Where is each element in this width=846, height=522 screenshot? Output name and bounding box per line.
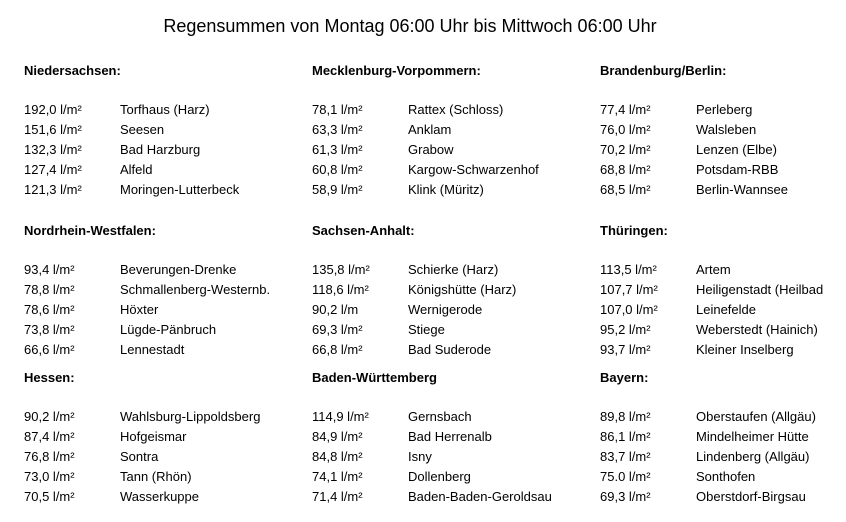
station-name: Walsleben (696, 122, 757, 137)
rainfall-value: 118,6 l/m² (312, 282, 369, 297)
station-name: Gernsbach (408, 409, 472, 424)
rainfall-value: 151,6 l/m² (24, 122, 82, 137)
station-row (600, 447, 846, 467)
station-name: Kleiner Inselberg (696, 342, 794, 357)
station-name: Dollenberg (408, 469, 471, 484)
rainfall-value: 58,9 l/m² (312, 182, 363, 197)
rainfall-value: 83,7 l/m² (600, 449, 651, 464)
rainfall-value: 78,6 l/m² (24, 302, 75, 317)
rainfall-value: 135,8 l/m² (312, 262, 370, 277)
rainfall-value: 86,1 l/m² (600, 429, 651, 444)
rainfall-value: 70,2 l/m² (600, 142, 651, 157)
station-name: Bad Herrenalb (408, 429, 492, 444)
station-row (312, 260, 582, 280)
region-heading: Hessen: (24, 370, 75, 385)
station-name: Höxter (120, 302, 159, 317)
station-name: Oberstdorf-Birgsau (696, 489, 806, 504)
rainfall-value: 69,3 l/m² (600, 489, 651, 504)
station-name: Schmallenberg-Westernb. (120, 282, 271, 297)
station-row (24, 487, 294, 507)
station-row (312, 340, 582, 360)
station-name: Seesen (120, 122, 165, 137)
station-name: Oberstaufen (Allgäu) (696, 409, 816, 424)
station-name: Alfeld (120, 162, 153, 177)
rainfall-value: 66,8 l/m² (312, 342, 363, 357)
rainfall-value: 107,0 l/m² (600, 302, 658, 317)
rainfall-value: 74,1 l/m² (312, 469, 363, 484)
station-name: Potsdam-RBB (696, 162, 779, 177)
station-name: Bad Suderode (408, 342, 492, 357)
station-row (24, 140, 294, 160)
rainfall-value: 192,0 l/m² (24, 102, 82, 117)
station-row (600, 140, 846, 160)
station-row (24, 427, 294, 447)
region-heading: Mecklenburg-Vorpommern: (312, 63, 481, 78)
rainfall-value: 63,3 l/m² (312, 122, 363, 137)
rainfall-value: 73,0 l/m² (24, 469, 75, 484)
station-row (24, 120, 294, 140)
station-row (24, 447, 294, 467)
rainfall-value: 121,3 l/m² (24, 182, 82, 197)
station-row (600, 407, 846, 427)
station-row (600, 160, 846, 180)
station-name: Grabow (408, 142, 454, 157)
station-row (312, 180, 582, 200)
station-name: Wernigerode (408, 302, 483, 317)
station-name: Königshütte (Harz) (408, 282, 517, 297)
station-row (600, 320, 846, 340)
rainfall-value: 89,8 l/m² (600, 409, 651, 424)
rainfall-value: 114,9 l/m² (312, 409, 369, 424)
rainfall-value: 95,2 l/m² (600, 322, 651, 337)
station-name: Isny (408, 449, 432, 464)
station-row (600, 180, 846, 200)
station-name: Schierke (Harz) (408, 262, 499, 277)
region-heading: Baden-Württemberg (312, 370, 437, 385)
rainfall-value: 76,0 l/m² (600, 122, 651, 137)
station-row (24, 340, 294, 360)
station-name: Kargow-Schwarzenhof (408, 162, 539, 177)
region-heading: Thüringen: (600, 223, 668, 238)
station-name: Torfhaus (Harz) (120, 102, 210, 117)
station-row (600, 487, 846, 507)
rainfall-value: 127,4 l/m² (24, 162, 82, 177)
rainfall-value: 73,8 l/m² (24, 322, 75, 337)
rainfall-value: 84,8 l/m² (312, 449, 363, 464)
station-name: Anklam (408, 122, 452, 137)
rainfall-value: 90,2 l/m (312, 302, 359, 317)
rainfall-value: 68,5 l/m² (600, 182, 651, 197)
station-row (600, 260, 846, 280)
region-heading: Sachsen-Anhalt: (312, 223, 415, 238)
station-row (24, 160, 294, 180)
station-name: Stiege (408, 322, 445, 337)
rainfall-value: 93,4 l/m² (24, 262, 75, 277)
station-row (24, 180, 294, 200)
station-row (24, 467, 294, 487)
station-row (312, 300, 582, 320)
station-name: Lügde-Pänbruch (120, 322, 217, 337)
station-row (312, 427, 582, 447)
station-row (24, 407, 294, 427)
station-row (312, 467, 582, 487)
station-row (312, 447, 582, 467)
station-row (600, 467, 846, 487)
station-row (312, 160, 582, 180)
station-name: Lenzen (Elbe) (696, 142, 777, 157)
station-name: Mindelheimer Hütte (696, 429, 809, 444)
station-row (312, 140, 582, 160)
station-name: Perleberg (696, 102, 753, 117)
station-name: Berlin-Wannsee (696, 182, 789, 197)
station-row (600, 280, 846, 300)
station-name: Baden-Baden-Geroldsau (408, 489, 552, 504)
rainfall-value: 75.0 l/m² (600, 469, 651, 484)
station-name: Artem (696, 262, 731, 277)
station-row (600, 300, 846, 320)
station-row (312, 407, 582, 427)
station-row (312, 487, 582, 507)
rainfall-value: 84,9 l/m² (312, 429, 363, 444)
station-row (600, 100, 846, 120)
rainfall-value: 77,4 l/m² (600, 102, 651, 117)
station-name: Klink (Müritz) (408, 182, 484, 197)
station-name: Beverungen-Drenke (120, 262, 237, 277)
rainfall-value: 76,8 l/m² (24, 449, 75, 464)
station-row (24, 300, 294, 320)
station-name: Lindenberg (Allgäu) (696, 449, 810, 464)
station-name: Weberstedt (Hainich) (696, 322, 818, 337)
rainfall-value: 132,3 l/m² (24, 142, 82, 157)
rainfall-value: 78,1 l/m² (312, 102, 363, 117)
region-heading: Brandenburg/Berlin: (600, 63, 727, 78)
rainfall-value: 90,2 l/m² (24, 409, 75, 424)
station-row (24, 100, 294, 120)
station-name: Bad Harzburg (120, 142, 201, 157)
station-row (312, 100, 582, 120)
station-row (600, 427, 846, 447)
rainfall-value: 61,3 l/m² (312, 142, 363, 157)
station-name: Wasserkuppe (120, 489, 199, 504)
station-row (600, 120, 846, 140)
station-name: Tann (Rhön) (120, 469, 192, 484)
station-row (600, 340, 846, 360)
rainfall-value: 68,8 l/m² (600, 162, 651, 177)
station-row (312, 320, 582, 340)
station-name: Lennestadt (120, 342, 185, 357)
rainfall-value: 60,8 l/m² (312, 162, 363, 177)
station-name: Wahlsburg-Lippoldsberg (120, 409, 261, 424)
station-name: Sonthofen (696, 469, 756, 484)
station-row (24, 280, 294, 300)
rainfall-value: 87,4 l/m² (24, 429, 75, 444)
rainfall-value: 78,8 l/m² (24, 282, 75, 297)
station-row (24, 260, 294, 280)
station-name: Heiligenstadt (Heilbad (696, 282, 824, 297)
rainfall-value: 66,6 l/m² (24, 342, 75, 357)
rainfall-value: 71,4 l/m² (312, 489, 363, 504)
region-heading: Bayern: (600, 370, 649, 385)
rainfall-value: 69,3 l/m² (312, 322, 363, 337)
rainfall-value: 113,5 l/m² (600, 262, 657, 277)
region-heading: Nordrhein-Westfalen: (24, 223, 156, 238)
station-row (24, 320, 294, 340)
rainfall-value: 93,7 l/m² (600, 342, 651, 357)
station-name: Hofgeismar (120, 429, 187, 444)
station-name: Sontra (120, 449, 159, 464)
rainfall-value: 107,7 l/m² (600, 282, 658, 297)
station-name: Rattex (Schloss) (408, 102, 504, 117)
station-name: Leinefelde (696, 302, 756, 317)
rainfall-value: 70,5 l/m² (24, 489, 75, 504)
region-heading: Niedersachsen: (24, 63, 121, 78)
station-name: Moringen-Lutterbeck (120, 182, 240, 197)
station-row (312, 120, 582, 140)
page-title: Regensummen von Montag 06:00 Uhr bis Mittwoch 06:00 Uhr (163, 16, 657, 36)
station-row (312, 280, 582, 300)
